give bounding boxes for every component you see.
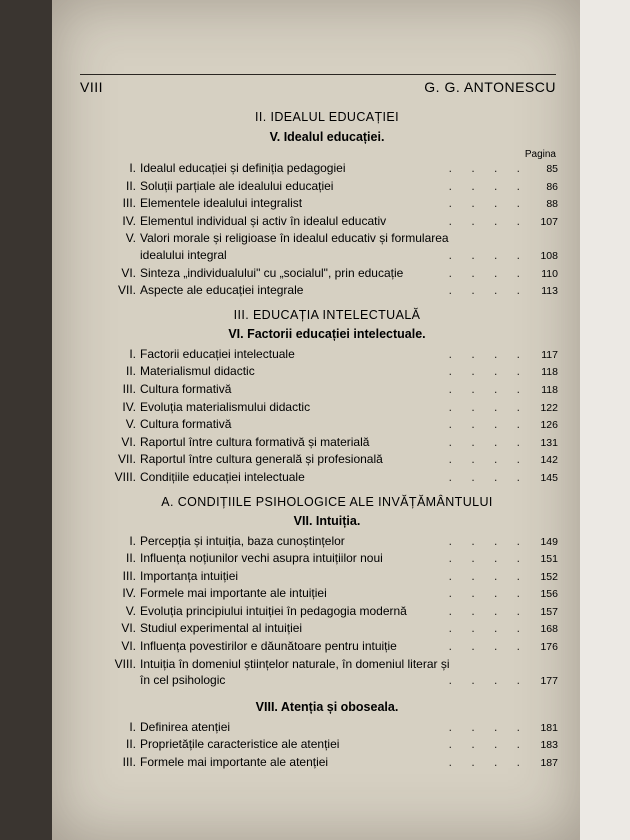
toc-entry [96, 416, 558, 434]
entry-page: 152 [540, 570, 558, 583]
entry-page: 126 [540, 419, 558, 432]
entry-title: Materialismul didactic [140, 364, 255, 379]
entry-page: 117 [541, 348, 558, 361]
toc-entry [96, 282, 558, 300]
leader-dots: . . . . [448, 196, 528, 211]
leader-dots: . . . . [448, 755, 528, 770]
leader-dots: . . . . [448, 364, 528, 379]
entry-page: 145 [540, 471, 558, 484]
entry-title: Percepția și intuiția, baza cunoștințelor [140, 533, 345, 548]
entry-page: 131 [540, 436, 558, 449]
chapter-heading: VII. Intuiția. [293, 513, 361, 528]
entry-title: Intuiția în domeniul științelor naturale, în domeniul literar și [140, 656, 450, 671]
leader-dots: . . . . [448, 469, 528, 484]
leader-dots: . . . . [448, 346, 528, 361]
leader-dots: . . . . [448, 434, 528, 449]
entry-title: Factorii educației intelectuale [140, 346, 295, 361]
entry-title: Formele mai importante ale intuiției [140, 586, 327, 601]
leader-dots: . . . . [448, 673, 528, 688]
leader-dots: . . . . [448, 399, 528, 414]
entry-number: VIII. [114, 469, 136, 484]
toc-entry [96, 434, 558, 452]
entry-page: 176 [540, 641, 558, 654]
entry-title: Elementul individual și activ în idealul educativ [140, 213, 387, 228]
entry-number: VII. [117, 452, 136, 467]
entry-number: V. [125, 231, 136, 246]
leader-dots: . . . . [448, 283, 528, 298]
leader-dots: . . . . [448, 533, 528, 548]
entry-page: 86 [546, 180, 558, 193]
leader-dots: . . . . [448, 213, 528, 228]
entry-number: I. [129, 719, 136, 734]
entry-number: VI. [121, 434, 136, 449]
entry-number: V. [125, 417, 136, 432]
entry-number: II. [125, 551, 136, 566]
background-right [580, 0, 630, 840]
entry-title: Influența povestirilor e dăunătoare pentru intuiție [140, 639, 397, 654]
entry-title: Aspecte ale educației integrale [140, 283, 304, 298]
entry-number: VI. [121, 621, 136, 636]
entry-title: Evoluția materialismului didactic [140, 399, 311, 414]
leader-dots: . . . . [448, 247, 528, 262]
entry-page: 113 [541, 285, 558, 298]
entry-number: III. [122, 196, 136, 211]
toc-entry [96, 603, 558, 621]
part-heading: II. IDEALUL EDUCAȚIEI [254, 110, 400, 124]
toc-entry [96, 451, 558, 469]
entry-number: IV. [122, 399, 136, 414]
leader-dots: . . . . [448, 417, 528, 432]
entry-page: 108 [540, 249, 558, 262]
leader-dots: . . . . [448, 265, 528, 280]
entry-title: Condițiile educației intelectuale [140, 469, 305, 484]
entry-number: III. [122, 568, 136, 583]
entry-number: IV. [122, 213, 136, 228]
header-page-number: VIII [80, 79, 104, 95]
table-of-contents [96, 110, 558, 772]
toc-entry [96, 620, 558, 638]
entry-title: Formele mai importante ale atenției [140, 755, 329, 770]
toc-entry [96, 230, 558, 247]
leader-dots: . . . . [448, 719, 528, 734]
toc-entry [96, 399, 558, 417]
entry-number: III. [122, 755, 136, 770]
entry-title: Raportul între cultura formativă și materială [140, 434, 370, 449]
entry-title-continuation: idealului integral [140, 247, 227, 262]
toc-entry [96, 533, 558, 551]
toc-entry [96, 381, 558, 399]
toc-entry [96, 346, 558, 364]
toc-entry [96, 585, 558, 603]
toc-entry [96, 550, 558, 568]
toc-entry-continuation [96, 247, 558, 265]
toc-entry [96, 469, 558, 487]
chapter-heading: VI. Factorii educației intelectuale. [228, 326, 426, 341]
entry-page: 157 [540, 605, 558, 618]
toc-entry [96, 213, 558, 231]
toc-entry [96, 754, 558, 772]
part-heading: A. CONDIȚIILE PSIHOLOGICE ALE INVĂȚĂMÂNTULUI [161, 494, 493, 509]
entry-number: V. [125, 603, 136, 618]
entry-number: II. [125, 364, 136, 379]
toc-entry [96, 178, 558, 196]
entry-number: VIII. [114, 656, 136, 671]
entry-page: 181 [540, 721, 558, 734]
entry-page: 187 [540, 757, 558, 770]
toc-entry [96, 195, 558, 213]
entry-number: II. [125, 737, 136, 752]
entry-number: I. [129, 346, 136, 361]
part-heading: III. EDUCAȚIA INTELECTUALĂ [233, 307, 421, 322]
entry-title: Proprietățile caracteristice ale atenției [140, 737, 340, 752]
entry-page: 142 [540, 454, 558, 467]
leader-dots: . . . . [448, 621, 528, 636]
entry-page: 110 [541, 267, 558, 280]
entry-title: Valori morale și religioase în idealul educativ și formularea [140, 231, 449, 246]
running-header [80, 74, 556, 95]
leader-dots: . . . . [448, 551, 528, 566]
entry-title: Sinteza „individualului" cu „socialul", prin educație [140, 265, 404, 280]
entry-title: Raportul între cultura generală și profesională [140, 452, 383, 467]
entry-title: Cultura formativă [140, 417, 232, 432]
toc-entry [96, 736, 558, 754]
toc-entry [96, 638, 558, 656]
pagina-label: Pagina [524, 149, 556, 160]
entry-title-continuation: în cel psihologic [140, 673, 226, 688]
toc-entry [96, 656, 558, 673]
toc-entry [96, 160, 558, 178]
entry-number: VII. [117, 283, 136, 298]
entry-title: Soluții parțiale ale idealului educației [140, 178, 334, 193]
toc-entry [96, 568, 558, 586]
toc-entry [96, 719, 558, 737]
entry-page: 151 [540, 553, 558, 566]
entry-title: Influența noțiunilor vechi asupra intuițiilor noui [140, 551, 383, 566]
leader-dots: . . . . [448, 639, 528, 654]
entry-page: 177 [540, 675, 558, 688]
leader-dots: . . . . [448, 161, 528, 175]
entry-title: Studiul experimental al intuiției [140, 621, 303, 636]
leader-dots: . . . . [448, 737, 528, 752]
chapter-heading: VIII. Atenția și oboseala. [255, 699, 399, 714]
entry-title: Idealul educației și definiția pedagogiei [140, 161, 346, 175]
entry-page: 118 [541, 383, 558, 396]
header-author: G. G. ANTONESCU [424, 79, 556, 95]
entry-page: 149 [540, 535, 558, 548]
entry-page: 88 [546, 198, 558, 211]
entry-number: IV. [122, 586, 136, 601]
entry-page: 122 [540, 401, 558, 414]
entry-number: I. [129, 533, 136, 548]
entry-title: Cultura formativă [140, 381, 232, 396]
leader-dots: . . . . [448, 381, 528, 396]
entry-title: Importanța intuiției [140, 568, 239, 583]
entry-page: 118 [541, 366, 558, 379]
entry-page: 107 [540, 215, 558, 228]
entry-number: VI. [121, 639, 136, 654]
leader-dots: . . . . [448, 178, 528, 193]
toc-entry [96, 363, 558, 381]
entry-title: Elementele idealului integralist [140, 196, 303, 211]
entry-page: 168 [540, 623, 558, 636]
leader-dots: . . . . [448, 568, 528, 583]
entry-title: Definirea atenției [140, 719, 231, 734]
entry-number: II. [125, 178, 136, 193]
entry-title: Evoluția principiului intuiției în pedagogia modernă [140, 603, 407, 618]
leader-dots: . . . . [448, 603, 528, 618]
toc-entry-continuation [96, 672, 558, 690]
chapter-heading: V. Idealul educației. [269, 130, 385, 144]
entry-number: VI. [121, 265, 136, 280]
leader-dots: . . . . [448, 586, 528, 601]
entry-page: 85 [546, 163, 558, 175]
entry-number: III. [122, 381, 136, 396]
entry-page: 183 [540, 739, 558, 752]
toc-entry [96, 265, 558, 283]
entry-page: 156 [540, 588, 558, 601]
leader-dots: . . . . [448, 452, 528, 467]
entry-number: I. [129, 161, 136, 175]
